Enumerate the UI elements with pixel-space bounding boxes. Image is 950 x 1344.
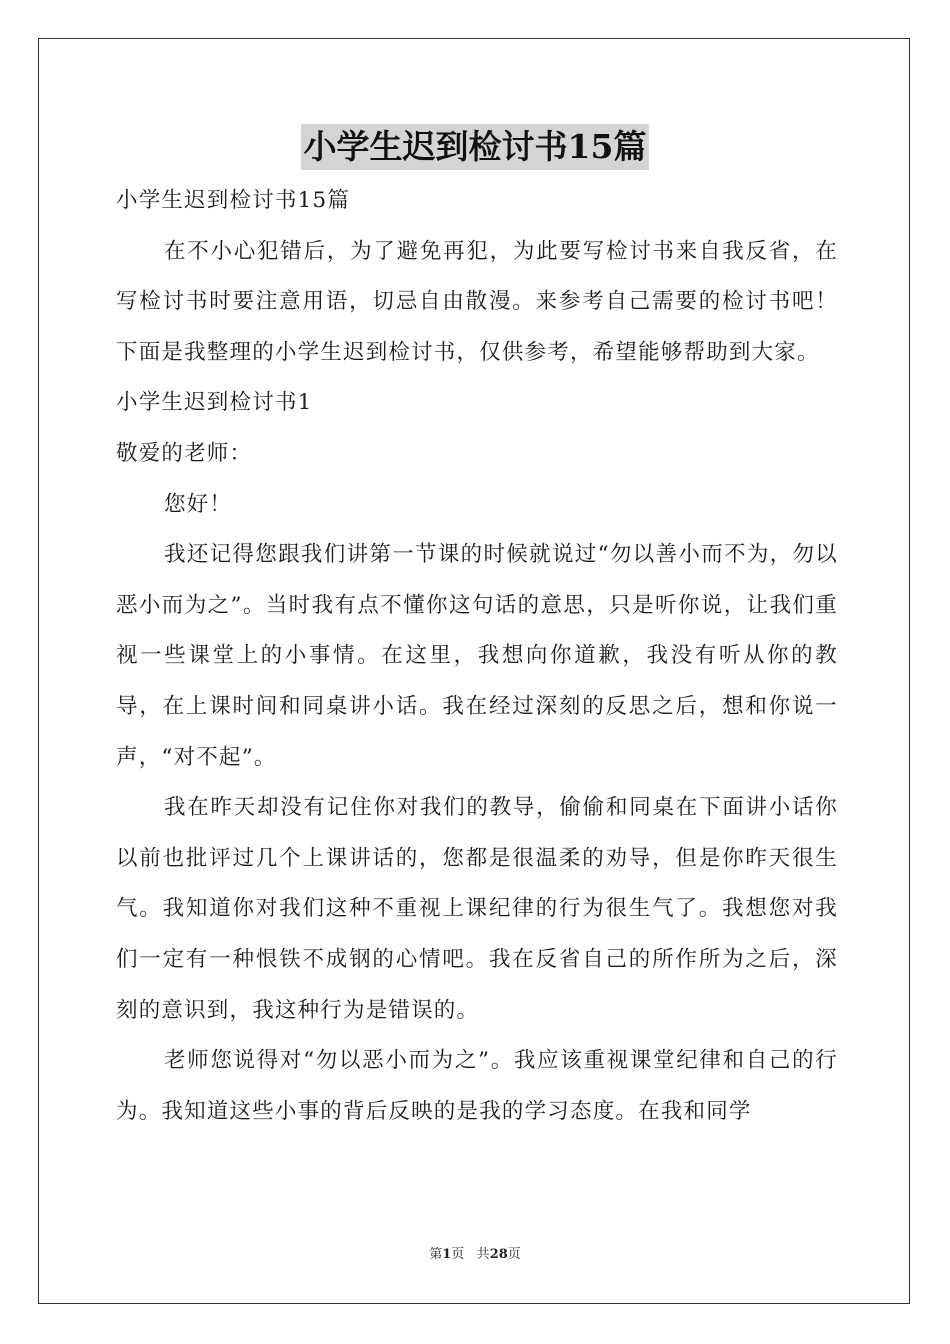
total-pages: 28: [489, 1247, 508, 1262]
paragraph: 我在昨天却没有记住你对我们的教导，偷偷和同桌在下面讲小话你以前也批评过几个上课讲话的，您都是很温柔的劝导，但是你昨天很生气。我知道你对我们这种不重视上课纪律的行为很生气了。我想您对我们一定有一种恨铁不成钢的心情吧。我在反省自己的所作所为之后，深刻的意识到，我这种行为是错误的。: [116, 795, 838, 1023]
paragraph: 您好！: [164, 491, 233, 517]
paragraph: 小学生迟到检讨书15篇: [116, 188, 351, 213]
page-number: 1: [442, 1247, 452, 1262]
title-container: [0, 124, 950, 170]
paragraph: 老师您说得对“勿以恶小而为之”。我应该重视课堂纪律和自己的行为。我知道这些小事的背后反映的是我的学习态度。在我和同学: [116, 1048, 838, 1124]
total-suffix: 页: [507, 1247, 521, 1262]
paragraph: 我还记得您跟我们讲第一节课的时候就说过“勿以善小而不为，勿以恶小而为之”。当时我有点不懂你这句话的意思，只是听你说，让我们重视一些课堂上的小事情。在这里，我想向你道歉，我没有听从你的教导，在上课时间和同桌讲小话。我在经过深刻的反思之后，想和你说一声，“对不起”。: [116, 542, 838, 770]
page-suffix: 页: [451, 1247, 465, 1262]
paragraph: 小学生迟到检讨书1: [116, 390, 313, 416]
page-footer: [0, 1245, 950, 1265]
document-body: [116, 176, 838, 1137]
paragraph: 敬爱的老师：: [116, 440, 253, 466]
document-title: 小学生迟到检讨书15篇: [301, 124, 650, 170]
page-prefix: 第: [429, 1247, 443, 1262]
total-prefix: 共: [476, 1247, 490, 1262]
paragraph: 在不小心犯错后，为了避免再犯，为此要写检讨书来自我反省，在写检讨书时要注意用语，切忌自由散漫。来参考自己需要的检讨书吧！下面是我整理的小学生迟到检讨书，仅供参考，希望能够帮助到大家。: [116, 238, 838, 365]
